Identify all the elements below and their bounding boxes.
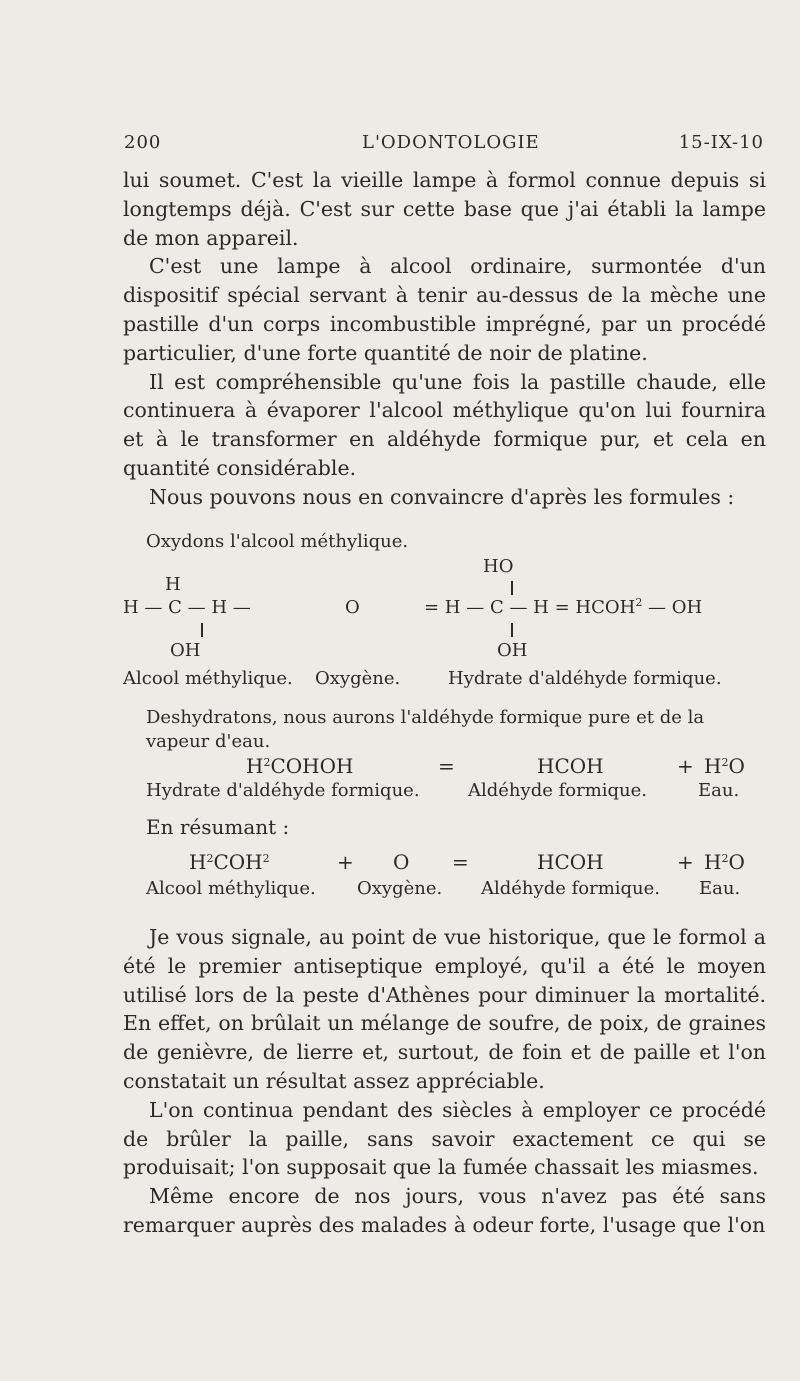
dehydration-intro: Deshydratons, nous aurons l'aldéhyde formique pure et de la vapeur d'eau.: [146, 707, 705, 752]
body-text-bottom: [123, 923, 766, 1240]
plus-sign: +: [677, 850, 694, 874]
label-aldehyde: Aldéhyde formique.: [481, 878, 661, 899]
equals-sign: =: [438, 754, 455, 778]
formula-oxygen: O: [345, 597, 360, 618]
summary-intro: En résumant :: [146, 815, 290, 839]
formula-oh-right: OH: [497, 640, 528, 661]
paragraph: L'on continua pendant des siècles à employer ce procédé de brûler la paille, sans savoir exactement ce qui se produisait; l'on supposait que la fumée chassait les miasmes.: [123, 1097, 766, 1180]
formula-intro: Oxydons l'alcool méthylique.: [146, 531, 409, 552]
page-number: 200: [124, 132, 162, 153]
journal-title: L'ODONTOLOGIE: [362, 132, 540, 153]
summary-lhs: $H^2COH^2$: [189, 850, 270, 874]
label-eau: Eau.: [698, 780, 740, 801]
bond-line: [511, 623, 513, 637]
formula-left-chain: H — C — H —: [123, 597, 251, 618]
paragraph: Je vous signale, au point de vue historique, que le formol a été le premier antiseptique employé, qu'il a été le moyen utilisé lors de la peste d'Athènes pour diminuer la mortalité. En effet, on brûlait un mélange de soufre, de poix, de graines de genièvre, de lierre et, surtout, de foin et de paille et l'on constatait un résultat assez appréciable.: [123, 925, 766, 1093]
formula-top-h: H: [165, 574, 181, 595]
equals-sign: =: [452, 850, 469, 874]
dehydration-water: $H^2O$: [704, 754, 745, 778]
plus-sign: +: [337, 850, 354, 874]
label-eau: Eau.: [699, 878, 741, 899]
body-text-top: [123, 166, 766, 512]
paragraph: Même encore de nos jours, vous n'avez pas été sans remarquer auprès des malades à odeur forte, l'usage que l'on: [123, 1184, 766, 1237]
summary-product: HCOH: [537, 850, 604, 874]
formula-right-chain: = H — C — $H = HCOH^2$ — OH: [424, 596, 703, 618]
paragraph: Nous pouvons nous en convaincre d'après les formules :: [149, 484, 735, 509]
label-alcool: Alcool méthylique.: [146, 878, 316, 899]
bond-line: [511, 581, 513, 595]
paragraph: Il est compréhensible qu'une fois la pastille chaude, elle continuera à évaporer l'alcool méthylique qu'on lui fournira et à le transformer en aldéhyde formique pur, et cela en quantité considérable.: [123, 369, 766, 480]
label-alcool: Alcool méthylique.: [123, 668, 293, 689]
issue-date: 15-IX-10: [678, 132, 764, 153]
label-hydrate: Hydrate d'aldéhyde formique.: [146, 780, 420, 801]
paragraph: C'est une lampe à alcool ordinaire, surmontée d'un dispositif spécial servant à tenir au-dessus de la mèche une pastille d'un corps incombustible imprégné, par un procédé particulier, d'une forte quantité de noir de platine.: [123, 254, 766, 365]
dehydration-lhs: $H^2COHOH$: [246, 754, 354, 778]
formula-top-ho: HO: [483, 556, 514, 577]
label-oxygene: Oxygène.: [357, 878, 443, 899]
running-header: [124, 132, 764, 156]
summary-water: $H^2O$: [704, 850, 745, 874]
paragraph: lui soumet. C'est la vieille lampe à formol connue depuis si longtemps déjà. C'est sur cette base que j'ai établi la lampe de mon appareil.: [123, 168, 766, 250]
plus-sign: +: [677, 754, 694, 778]
label-hydrate: Hydrate d'aldéhyde formique.: [448, 668, 722, 689]
dehydration-product: HCOH: [537, 754, 604, 778]
label-oxygene: Oxygène.: [315, 668, 401, 689]
summary-oxygen: O: [393, 850, 410, 874]
formula-oh-left: OH: [170, 640, 201, 661]
bond-line: [201, 623, 203, 637]
label-aldehyde: Aldéhyde formique.: [468, 780, 648, 801]
